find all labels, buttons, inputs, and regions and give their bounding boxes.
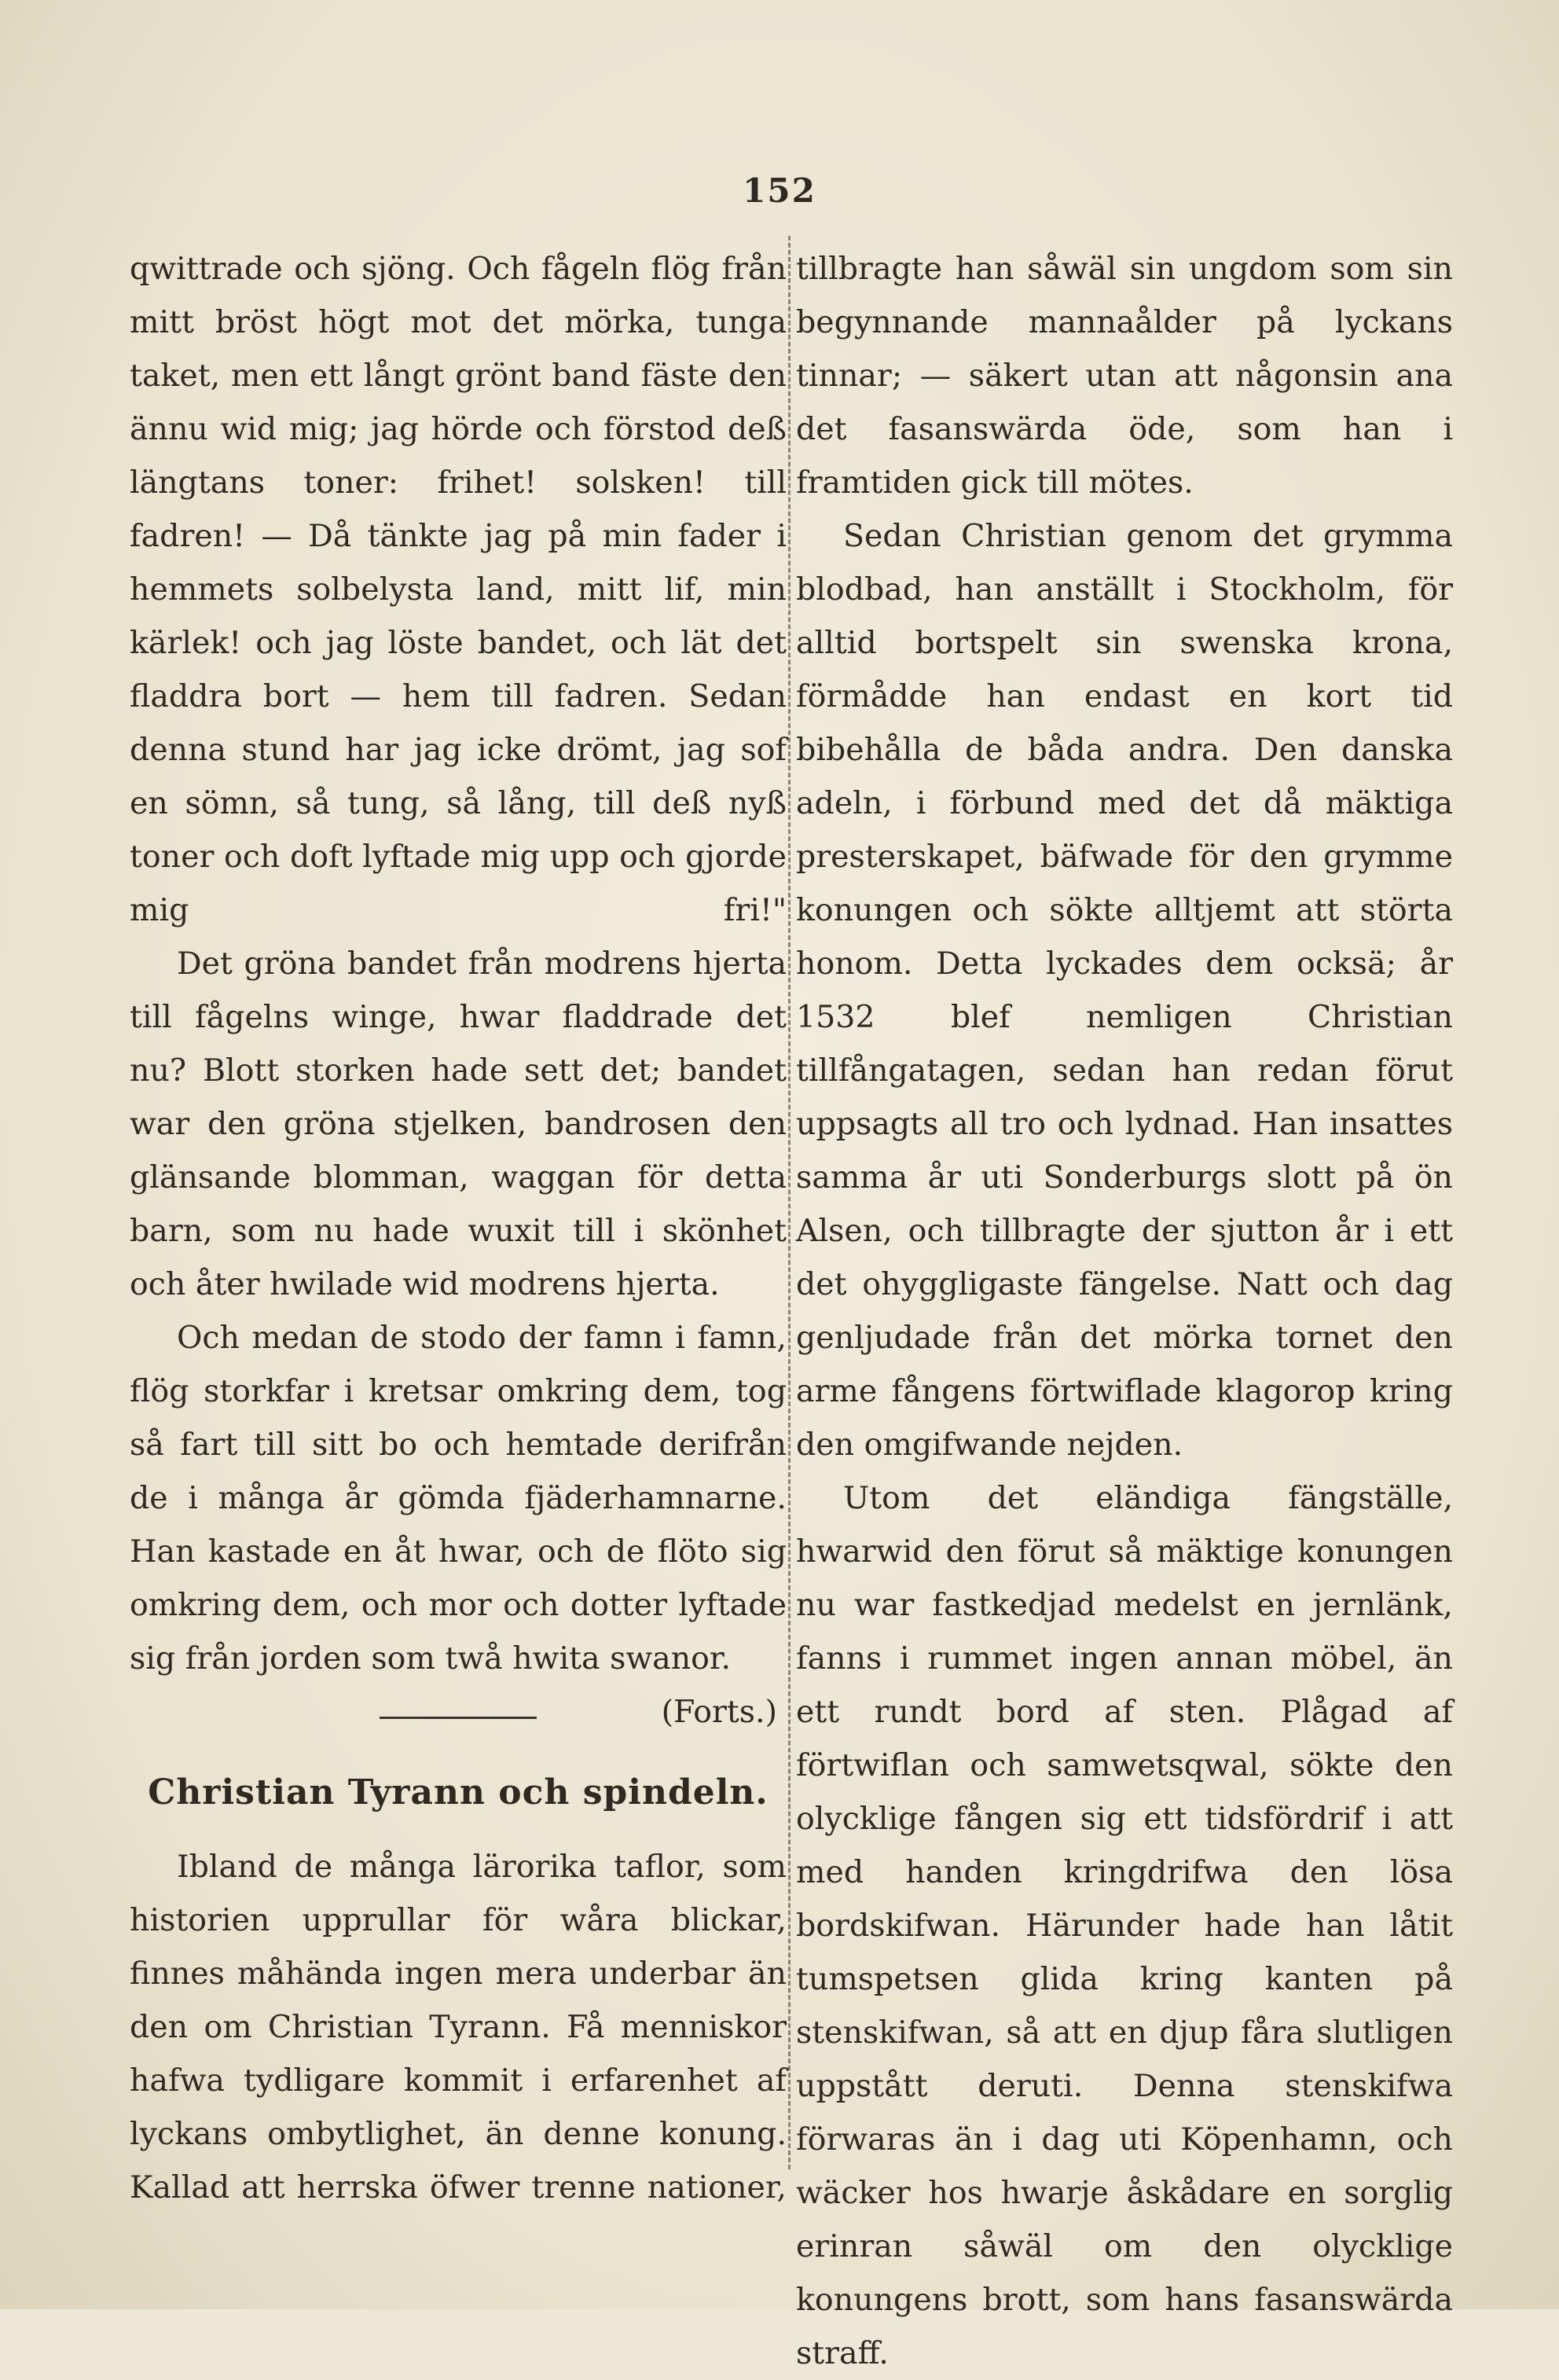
section-separator: [380, 1717, 537, 1719]
right-paragraph-1: tillbragte han såwäl sin ungdom som sin begynnande mannaålder på lyckans tinnar; — säkert utan att någonsin ana det fasanswärda öde, som han i framtiden gick till mötes.: [796, 251, 1453, 501]
left-paragraph-3: Och medan de stodo der famn i famn, flög storkfar i kretsar omkring dem, tog så fart till sitt bo och hemtade derifrån de i många år gömda fjäderhamnarne. Han kastade en åt hwar, och de flöto sig omkring dem, och mor och dotter lyftade sig från jorden som twå hwita swanor.: [130, 1320, 787, 1677]
left-paragraph-4: Ibland de många lärorika taflor, som historien upprullar för wåra blickar, finnes måhända ingen mera underbar än den om Christian Tyrann. Få menniskor hafwa tydligare kommit i erfarenhet af lyckans ombytlighet, än denne konung. Kallad att herrska öfwer trenne nationer,: [130, 1849, 787, 2206]
right-paragraph-3: Utom det eländiga fängställe, hwarwid den förut så mäktige konungen nu war fastkedjad medelst en jernlänk, fanns i rummet ingen annan möbel, än ett rundt bord af sten. Plågad af förtwiflan och samwetsqwal, sökte den olycklige fången sig ett tidsfördrif i att med handen kringdrifwa den lösa bordskifwan. Härunder hade han låtit tumspetsen glida kring kanten på stenskifwan, så att en djup fåra slutligen uppstått deruti. Denna stenskifwa förwaras än i dag uti Köpenhamn, och wäcker hos hwarje åskådare en sorglig erinran såwäl om den olycklige konungens brott, som hans fasanswärda straff.: [796, 1480, 1453, 2371]
left-paragraph-2: Det gröna bandet från modrens hjerta till fågelns winge, hwar fladdrade det nu? Blott storken hade sett det; bandet war den gröna stjelken, bandrosen den glänsande blomman, waggan för detta barn, som nu hade wuxit till i skönhet och åter hwilade wid modrens hjerta.: [130, 946, 787, 1302]
right-column: [796, 242, 1453, 2380]
right-paragraph-2: Sedan Christian genom det grymma blodbad, han anställt i Stockholm, för alltid bortspelt sin swenska krona, förmådde han endast en kort tid bibehålla de båda andra. Den danska adeln, i förbund med det då mäktiga presterskapet, bäfwade för den grymme konungen och sökte alltjemt att störta honom. Detta lyckades dem ocksä; år 1532 blef nemligen Christian tillfångatagen, sedan han redan förut uppsagts all tro och lydnad. Han insattes samma år uti Sonderburgs slott på ön Alsen, och tillbragte der sjutton år i ett det ohyggligaste fängelse. Natt och dag genljudade från det mörka tornet den arme fångens förtwiflade klagorop kring den omgifwande nejden.: [796, 518, 1453, 1463]
section-title: Christian Tyrann och spindeln.: [148, 1772, 768, 1813]
continuation-note: (Forts.): [661, 1694, 777, 1730]
page-number: 152: [743, 171, 816, 210]
column-divider: [788, 236, 791, 2169]
left-paragraph-1: qwittrade och sjöng. Och fågeln flög från mitt bröst högt mot det mörka, tunga taket, men ett långt grönt band fäste den ännu wid mig; jag hörde och förstod deß längtans toner: frihet! solsken! till fadren! — Då tänkte jag på min fader i hemmets solbelysta land, mitt lif, min kärlek! och jag löste bandet, och lät det fladdra bort — hem till fadren. Sedan denna stund har jag icke drömt, jag sof en sömn, så tung, så lång, till deß nyß toner och doft lyftade mig upp och gjorde mig fri!": [130, 251, 787, 928]
left-column: [130, 242, 787, 2214]
